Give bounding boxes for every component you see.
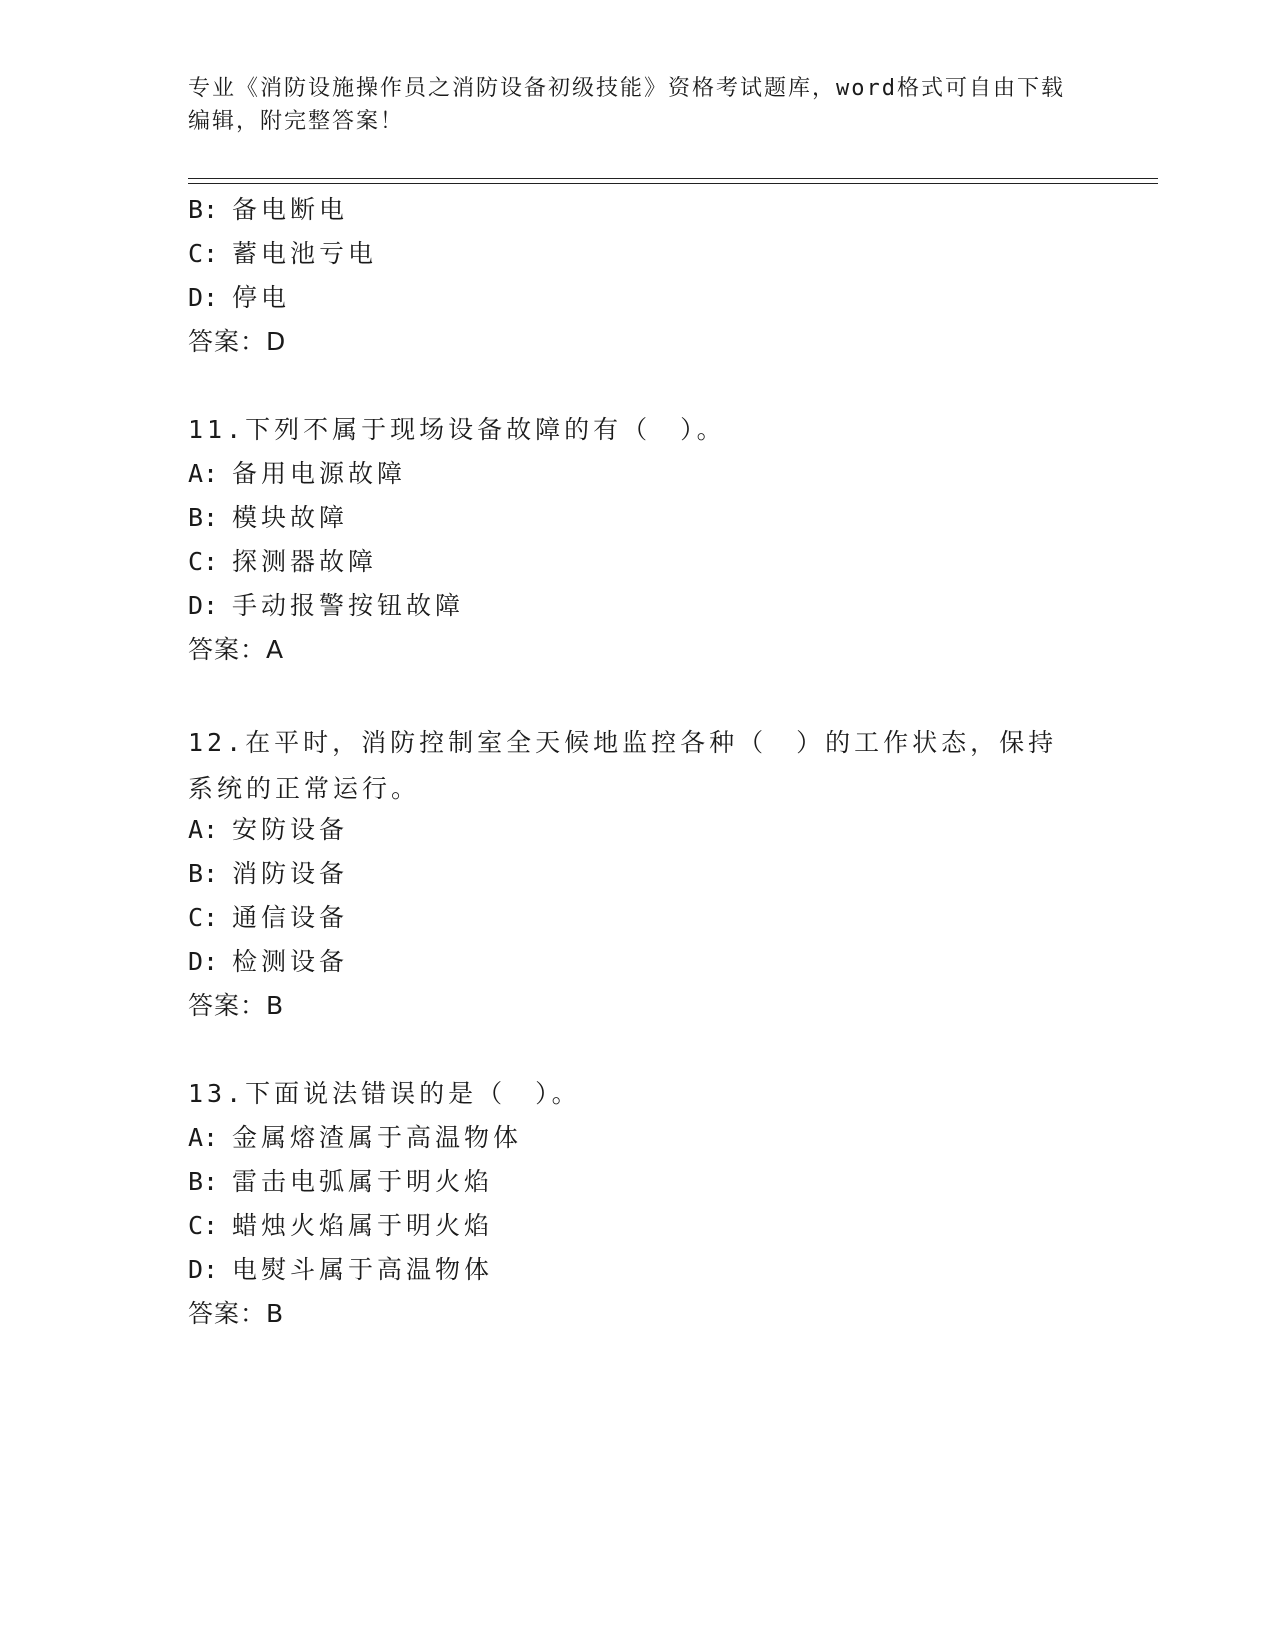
q11-option-a: A: 备用电源故障	[188, 459, 407, 488]
q11-option-b: B: 模块故障	[188, 503, 349, 532]
q12-option-a: A: 安防设备	[188, 815, 349, 844]
header-divider-top	[188, 178, 1158, 179]
q13-answer: 答案：B	[188, 1299, 285, 1328]
q13-option-d: D: 电熨斗属于高温物体	[188, 1255, 494, 1284]
q13-question: 13.下面说法错误的是（ ）。	[188, 1079, 581, 1108]
q11-question: 11.下列不属于现场设备故障的有（ ）。	[188, 415, 726, 444]
q11-option-c: C: 探测器故障	[188, 547, 378, 576]
q12-option-b: B: 消防设备	[188, 859, 349, 888]
q12-option-d: D: 检测设备	[188, 947, 349, 976]
q11-answer: 答案：A	[188, 635, 285, 664]
q12-answer: 答案：B	[188, 991, 285, 1020]
q13-option-c: C: 蜡烛火焰属于明火焰	[188, 1211, 494, 1240]
q13-option-a: A: 金属熔渣属于高温物体	[188, 1123, 523, 1152]
header-divider-bottom	[188, 183, 1158, 184]
q10-option-b: B: 备电断电	[188, 195, 349, 224]
q10-option-c: C: 蓄电池亏电	[188, 239, 378, 268]
q10-option-d: D: 停电	[188, 283, 291, 312]
q11-option-d: D: 手动报警按钮故障	[188, 591, 465, 620]
document-header: 专业《消防设施操作员之消防设备初级技能》资格考试题库，word格式可自由下载编辑，附完整答案！	[188, 76, 1065, 134]
q12-option-c: C: 通信设备	[188, 903, 349, 932]
q13-option-b: B: 雷击电弧属于明火焰	[188, 1167, 494, 1196]
q10-answer: 答案：D	[188, 327, 287, 356]
q12-question: 12.在平时，消防控制室全天候地监控各种（ ）的工作状态，保持系统的正常运行。	[188, 728, 1058, 803]
